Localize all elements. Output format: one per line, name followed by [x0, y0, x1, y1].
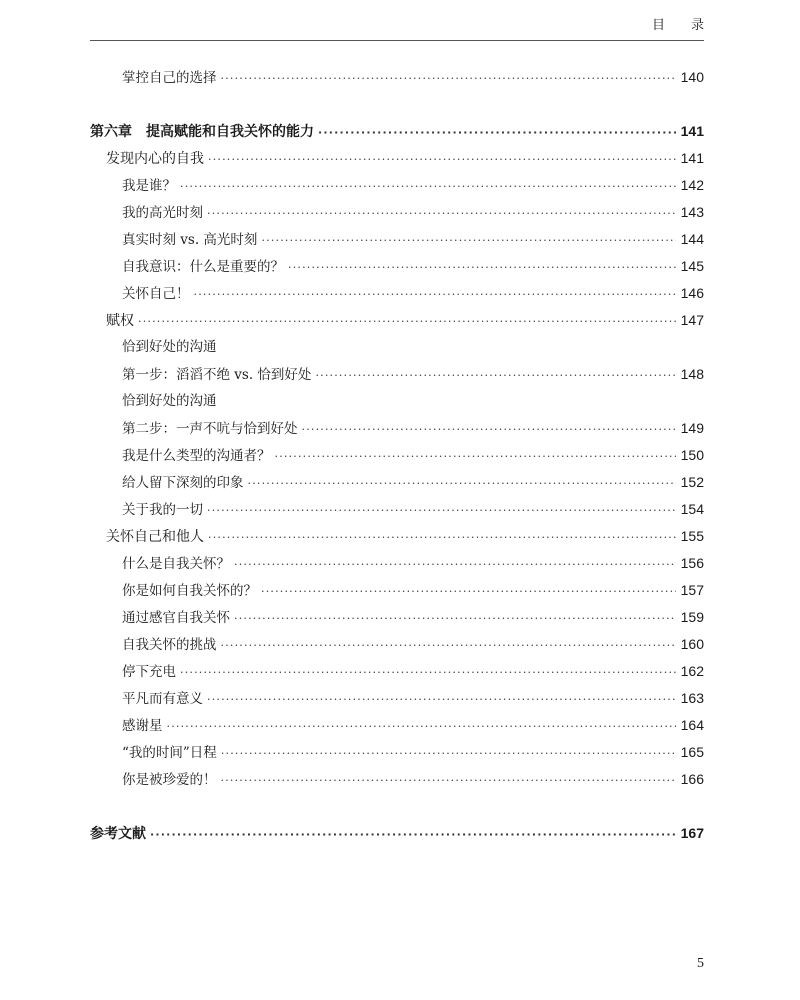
- toc-entry-page: 141: [680, 150, 704, 166]
- toc-entry[interactable]: [90, 579, 704, 601]
- toc-entry-title: 给人留下深刻的印象: [122, 475, 244, 491]
- toc-entry-title: 自我关怀的挑战: [122, 637, 217, 653]
- dot-leader: [208, 527, 676, 549]
- toc-entry-title: 真实时刻 vs. 高光时刻: [122, 232, 258, 248]
- dot-leader: [248, 473, 677, 495]
- dot-leader: [288, 257, 676, 279]
- toc-entry[interactable]: [90, 66, 704, 88]
- dot-leader: [194, 284, 677, 306]
- toc-entry[interactable]: [90, 363, 704, 385]
- toc-entry[interactable]: [90, 390, 704, 412]
- chapter-number: 第六章: [90, 124, 132, 140]
- toc-entry-page: 154: [680, 501, 704, 517]
- toc-entry-title: 第二步：一声不吭与恰到好处: [122, 421, 298, 437]
- dot-leader: [221, 770, 677, 792]
- toc-entry-title: 恰到好处的沟通: [122, 393, 217, 409]
- toc-entry[interactable]: [90, 417, 704, 439]
- toc-entry[interactable]: [90, 282, 704, 304]
- toc-section-entry[interactable]: [90, 147, 704, 169]
- toc-entry[interactable]: [90, 336, 704, 358]
- dot-leader: [180, 176, 676, 198]
- toc-entry[interactable]: [90, 201, 704, 223]
- header-title: [652, 14, 704, 33]
- toc-entry-page: 155: [680, 528, 704, 544]
- dot-leader: [318, 122, 676, 144]
- toc-entry-title: 你是被珍爱的！: [122, 772, 217, 788]
- toc-entry[interactable]: [90, 606, 704, 628]
- toc-chapter-entry[interactable]: [90, 120, 704, 142]
- toc-entry-title: 关怀自己和他人: [106, 529, 204, 545]
- chapter-title: 提高赋能和自我关怀的能力: [146, 124, 314, 140]
- toc-entry[interactable]: [90, 471, 704, 493]
- dot-leader: [315, 365, 676, 387]
- dot-leader: [221, 68, 677, 90]
- toc-entry-page: 149: [680, 420, 704, 436]
- toc-entry[interactable]: [90, 741, 704, 763]
- toc-entry-title: 赋权: [106, 313, 134, 329]
- toc-entry-page: 160: [680, 636, 704, 652]
- dot-leader: [180, 662, 676, 684]
- dot-leader: [221, 635, 677, 657]
- toc-entry-title: 关怀自己！: [122, 286, 190, 302]
- toc-entry[interactable]: [90, 687, 704, 709]
- toc-entry-page: 148: [680, 366, 704, 382]
- dot-leader: [207, 689, 676, 711]
- toc-entry[interactable]: [90, 228, 704, 250]
- toc-entry[interactable]: [90, 255, 704, 277]
- toc-entry-page: 157: [680, 582, 704, 598]
- dot-leader: [221, 743, 676, 765]
- toc-entry-page: 150: [680, 447, 704, 463]
- dot-leader: [261, 230, 676, 252]
- toc-entry-title: 发现内心的自我: [106, 151, 204, 167]
- dot-leader: [234, 608, 676, 630]
- toc-entry-title: 我的高光时刻: [122, 205, 203, 221]
- toc-entry-title: 自我意识：什么是重要的？: [122, 259, 284, 275]
- toc-entry[interactable]: [90, 633, 704, 655]
- toc-section-entry[interactable]: [90, 525, 704, 547]
- toc-entry-title: 感谢星: [122, 718, 163, 734]
- toc-entry[interactable]: [90, 660, 704, 682]
- toc-entry-title: 我是谁？: [122, 178, 176, 194]
- toc-entry-title: 恰到好处的沟通: [122, 339, 217, 355]
- toc-entry-page: 159: [680, 609, 704, 625]
- toc-entry-page: 165: [680, 744, 704, 760]
- toc-entry-page: 163: [680, 690, 704, 706]
- toc-entry[interactable]: [90, 768, 704, 790]
- toc-entry[interactable]: [90, 498, 704, 520]
- toc-entry-page: 167: [680, 825, 704, 841]
- toc-entry-page: 145: [680, 258, 704, 274]
- toc-entry-title: 参考文献: [90, 826, 146, 842]
- toc-entry-title: 通过感官自我关怀: [122, 610, 230, 626]
- toc-entry-page: 140: [680, 69, 704, 85]
- toc-entry-page: 141: [680, 123, 704, 139]
- toc-entry-page: 162: [680, 663, 704, 679]
- dot-leader: [302, 419, 677, 441]
- toc-entry-title: 第一步：滔滔不绝 vs. 恰到好处: [122, 367, 312, 383]
- toc-entry-title: 停下充电: [122, 664, 176, 680]
- toc-entry-title: 关于我的一切: [122, 502, 203, 518]
- header-title-char-2: 录: [690, 18, 704, 33]
- toc-entry-title: [90, 121, 314, 143]
- dot-leader: [261, 581, 676, 603]
- toc-entry-page: 146: [680, 285, 704, 301]
- dot-leader: [150, 824, 676, 846]
- dot-leader: [138, 311, 676, 333]
- header-title-char-1: 目: [651, 18, 665, 33]
- dot-leader: [234, 554, 676, 576]
- toc-entry-page: 142: [680, 177, 704, 193]
- page-number: 5: [697, 956, 704, 971]
- toc-entry-title: 你是如何自我关怀的？: [122, 583, 257, 599]
- running-header: [90, 0, 704, 41]
- toc-entry[interactable]: [90, 444, 704, 466]
- toc-entry-page: 144: [680, 231, 704, 247]
- toc-entry[interactable]: [90, 174, 704, 196]
- toc-entry-title: 我是什么类型的沟通者？: [122, 448, 271, 464]
- toc-entry[interactable]: [90, 714, 704, 736]
- toc-entry-title: “我的时间”日程: [122, 745, 217, 761]
- toc-entry-title: 掌控自己的选择: [122, 70, 217, 86]
- toc-entry-page: 147: [680, 312, 704, 328]
- toc-entry-title: 什么是自我关怀？: [122, 556, 230, 572]
- toc-entry-page: 143: [680, 204, 704, 220]
- dot-leader: [275, 446, 677, 468]
- dot-leader: [167, 716, 677, 738]
- toc-entry[interactable]: [90, 552, 704, 574]
- toc-entry-title: 平凡而有意义: [122, 691, 203, 707]
- toc-section-entry[interactable]: [90, 309, 704, 331]
- toc-entry-page: 152: [680, 474, 704, 490]
- toc-chapter-entry[interactable]: [90, 822, 704, 844]
- dot-leader: [207, 500, 676, 522]
- dot-leader: [208, 149, 676, 171]
- toc-entry-page: 166: [680, 771, 704, 787]
- toc-entry-page: 164: [680, 717, 704, 733]
- dot-leader: [207, 203, 676, 225]
- toc-entry-page: 156: [680, 555, 704, 571]
